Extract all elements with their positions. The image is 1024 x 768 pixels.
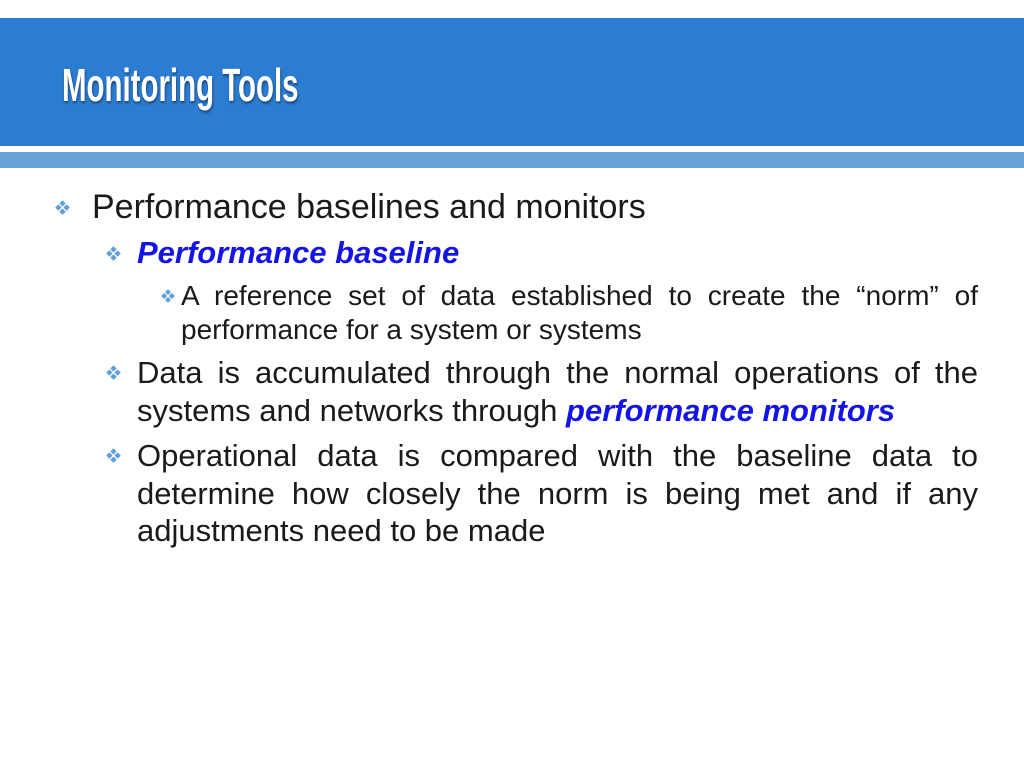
diamond-bullet-icon bbox=[106, 448, 121, 463]
diamond-bullet-icon bbox=[106, 365, 121, 380]
bullet-text-level-1: Performance baselines and monitors bbox=[92, 188, 646, 226]
diamond-bullet-icon bbox=[106, 246, 121, 261]
bullet-text-level-2 bbox=[137, 354, 978, 429]
title-bar bbox=[0, 18, 1024, 146]
bullet-text-level-3: A reference set of data established to create the “norm” of performance for a system or systems bbox=[181, 280, 978, 345]
emphasis-term: performance monitors bbox=[566, 392, 896, 428]
bullet-text-plain: Data is accumulated through the normal operations of the systems and networks through bbox=[137, 355, 978, 428]
title-divider-stripe bbox=[0, 152, 1024, 168]
slide-title: Monitoring Tools bbox=[62, 59, 299, 111]
bullet-text-level-2: Operational data is compared with the baseline data to determine how closely the norm is being met and if any adjustments need to be made bbox=[137, 438, 978, 548]
diamond-bullet-icon bbox=[161, 289, 175, 303]
bullet-text-emphasis-term: Performance baseline bbox=[137, 235, 460, 270]
diamond-bullet-icon bbox=[55, 200, 70, 215]
